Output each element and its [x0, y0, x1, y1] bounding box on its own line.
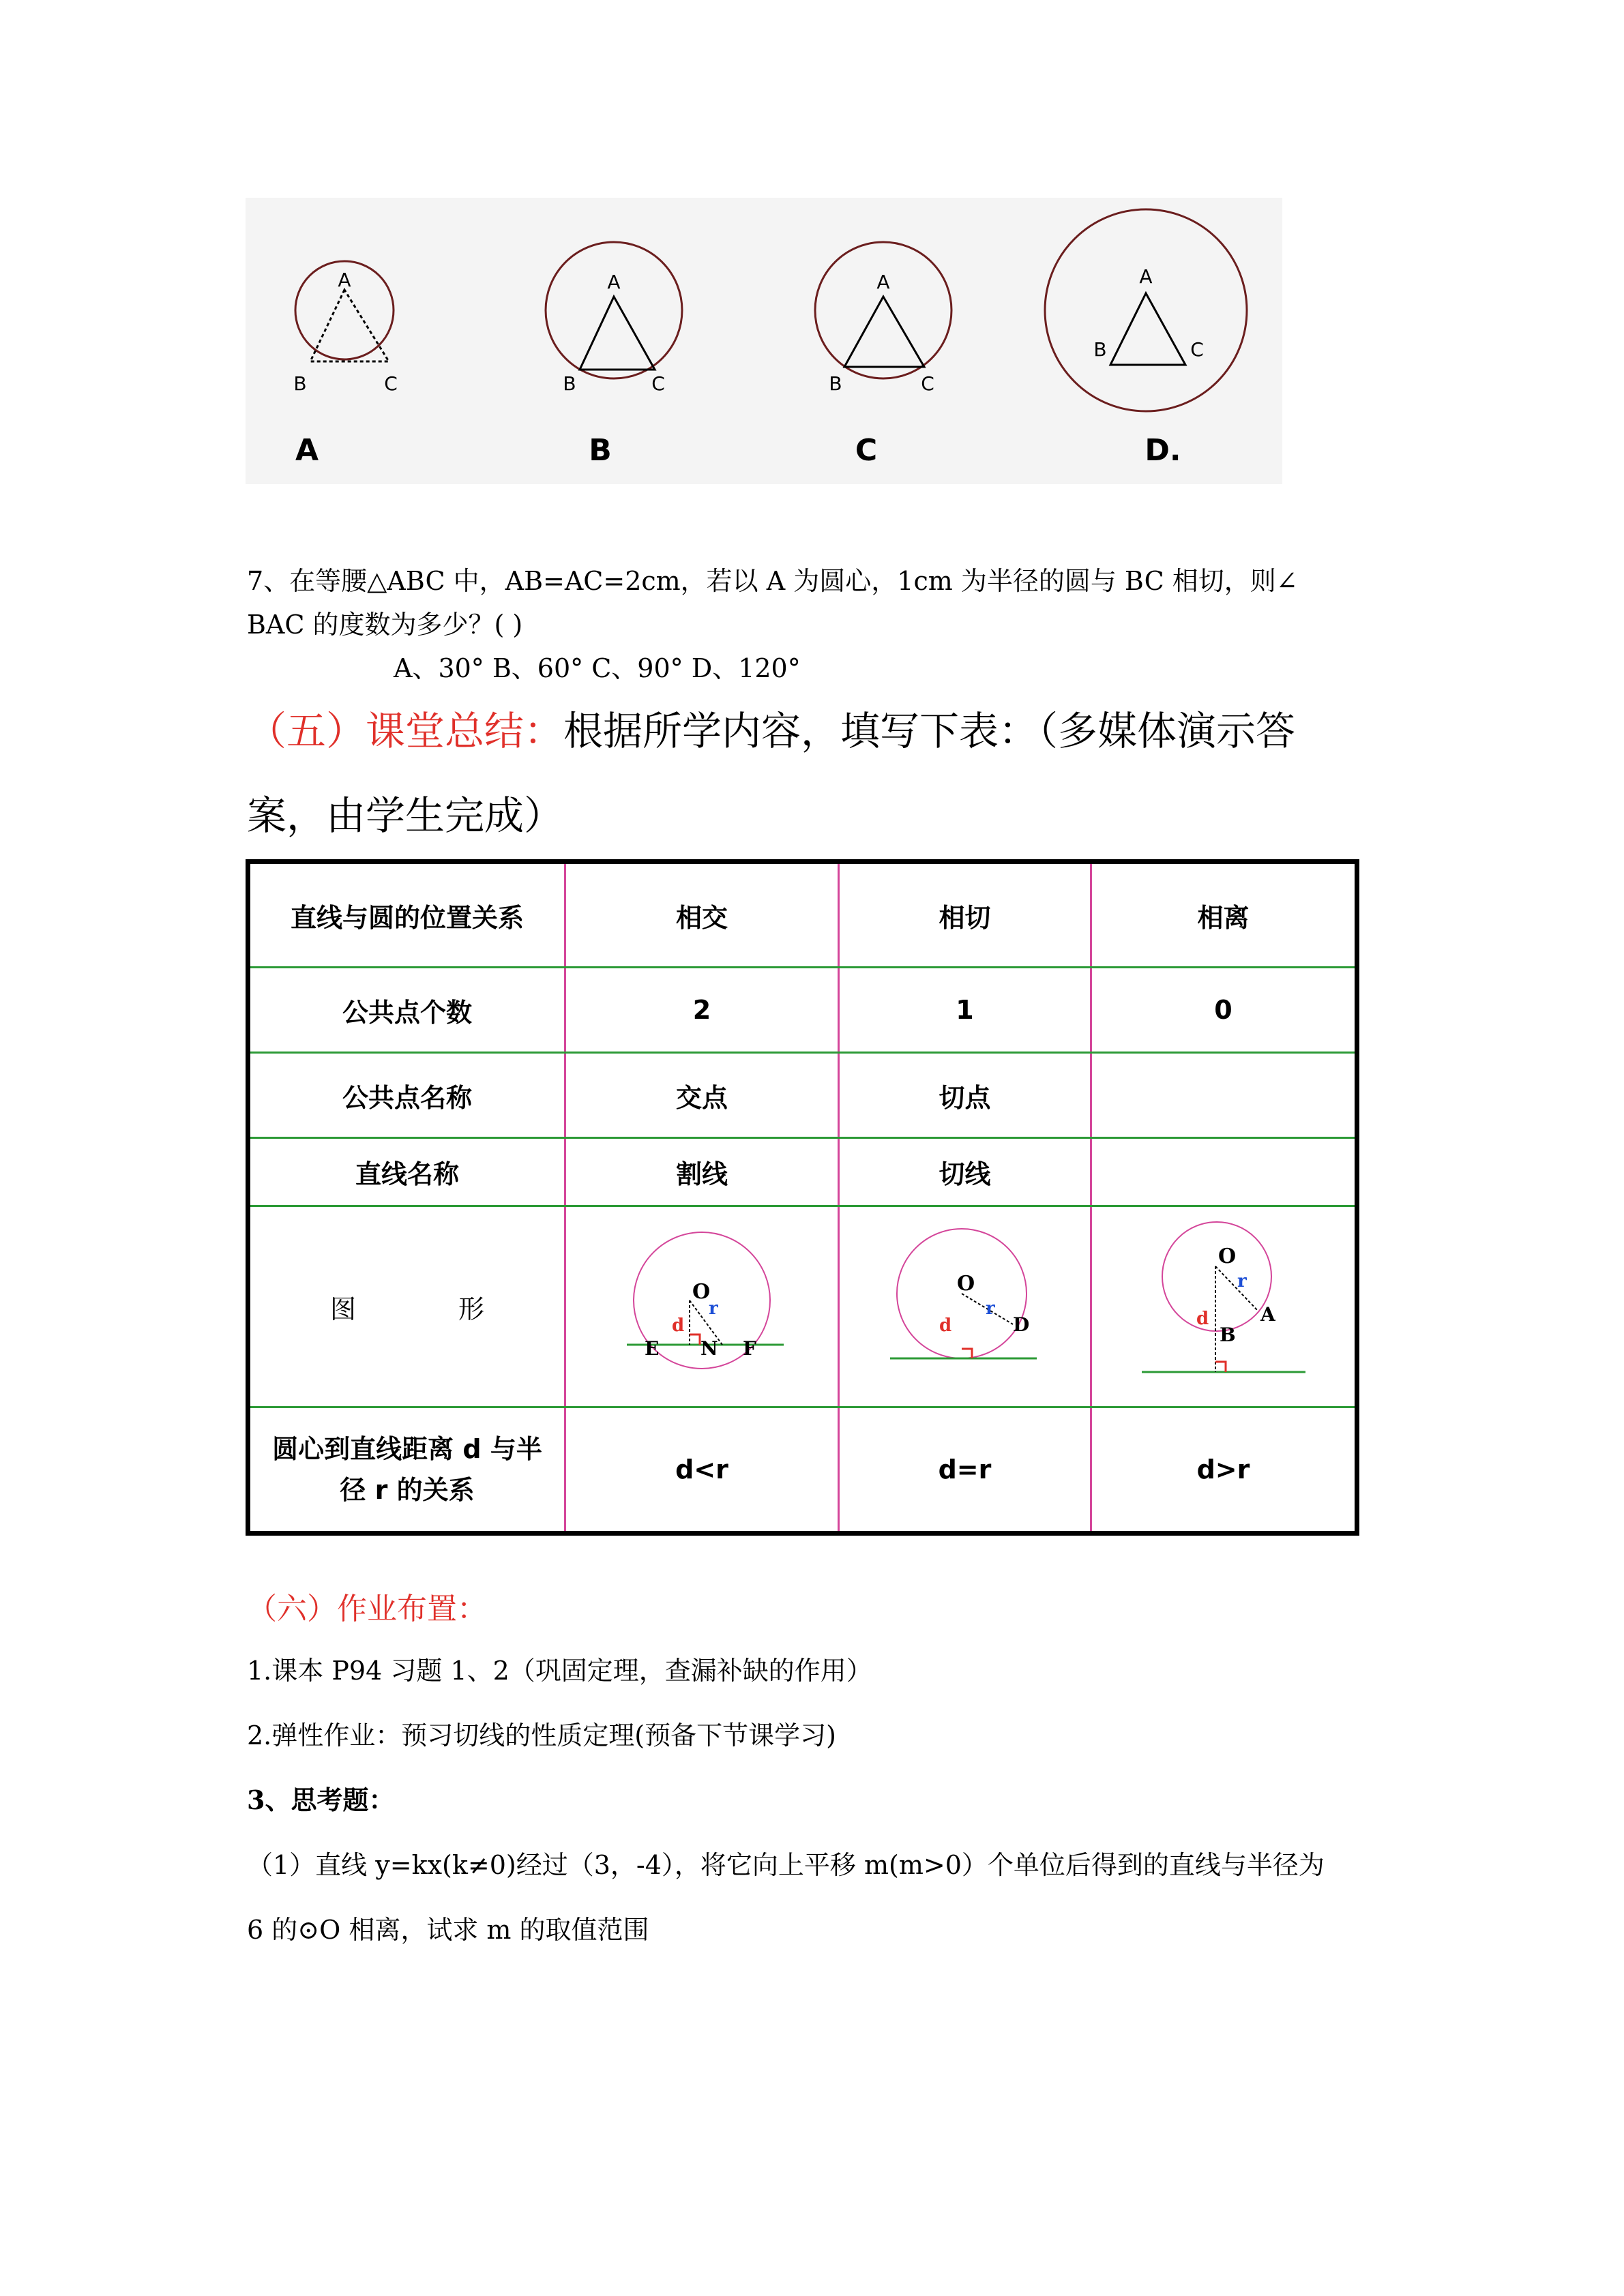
- label-d: d: [939, 1315, 951, 1336]
- table-row-line-name: [248, 1138, 1357, 1206]
- cell-figure-separate: [1091, 1206, 1357, 1407]
- relation-label: 圆心到直线距离 d 与半径 r 的关系: [272, 1434, 542, 1505]
- cell-header-2: 相切: [839, 862, 1091, 968]
- cell-relation-intersect: d<r: [565, 1407, 839, 1534]
- cell-figure-label: [248, 1206, 565, 1407]
- label-d: d: [1196, 1308, 1209, 1329]
- summary-title-red: （五）课堂总结：: [247, 708, 564, 754]
- summary-heading: [247, 689, 1393, 858]
- separate-figure: [1135, 1212, 1312, 1396]
- label-a: A: [1260, 1302, 1275, 1326]
- cell-points-separate: 0: [1091, 968, 1357, 1053]
- label-e: E: [645, 1337, 660, 1360]
- homework-item-2: 2.弹性作业：预习切线的性质定理(预备下节课学习): [247, 1720, 836, 1750]
- cell-figure-intersect: [565, 1206, 839, 1407]
- summary-title-black: 根据所学内容，填写下表：（多媒体演示答: [563, 708, 1296, 754]
- homework-section: [247, 1582, 1406, 1950]
- question-7-line1: 7、在等腰△ABC 中，AB=AC=2cm，若以 A 为圆心，1cm 为半径的圆与 BC 相切，则∠: [247, 566, 1298, 596]
- fig-b-vertex-a: A: [607, 271, 621, 293]
- label-o: O: [692, 1279, 711, 1304]
- label-o: O: [1217, 1244, 1236, 1268]
- question-7: [247, 559, 1406, 690]
- label-o: O: [956, 1271, 975, 1296]
- label-b: B: [1219, 1323, 1236, 1346]
- fig-c-vertex-c: C: [921, 372, 934, 395]
- table-row-relation: [248, 1407, 1357, 1534]
- label-r: r: [1237, 1270, 1247, 1292]
- label-r: r: [985, 1298, 995, 1319]
- cell-point-name-separate: [1091, 1053, 1357, 1138]
- fig-d-vertex-a: A: [1139, 265, 1153, 288]
- cell-points-label: 公共点个数: [248, 968, 565, 1053]
- fig-b-vertex-b: B: [563, 372, 576, 395]
- cell-line-name-intersect: 割线: [565, 1138, 839, 1206]
- label-f: F: [743, 1337, 756, 1360]
- cell-relation-separate: d>r: [1091, 1407, 1357, 1534]
- cell-point-name-intersect: 交点: [565, 1053, 839, 1138]
- figure-background: [246, 198, 1282, 484]
- fig-c-vertex-b: B: [829, 372, 842, 395]
- homework-item-4-line1: （1）直线 y=kx(k≠0)经过（3，-4），将它向上平移 m(m>0）个单位后得到的直线与半径为: [247, 1850, 1325, 1880]
- label-r: r: [709, 1298, 718, 1319]
- cell-point-name-label: 公共点名称: [248, 1053, 565, 1138]
- label-n: N: [700, 1337, 718, 1360]
- fig-a-vertex-c: C: [384, 372, 398, 395]
- cell-header-1: 相交: [565, 862, 839, 968]
- table-row-point-name: [248, 1053, 1357, 1138]
- fig-d-label: D.: [1145, 433, 1181, 468]
- label-d: d: [672, 1315, 685, 1336]
- cell-figure-tangent: [839, 1206, 1091, 1407]
- homework-item-3: 3、思考题：: [247, 1785, 395, 1815]
- cell-points-tangent: 1: [839, 968, 1091, 1053]
- table-row-header: [248, 862, 1357, 968]
- cell-line-name-separate: [1091, 1138, 1357, 1206]
- cell-points-intersect: 2: [565, 968, 839, 1053]
- figure-label-1: 图: [329, 1294, 356, 1324]
- fig-d-vertex-b: B: [1093, 338, 1107, 361]
- cell-line-name-tangent: 切线: [839, 1138, 1091, 1206]
- cell-relation-label: [248, 1407, 565, 1534]
- summary-title-line2: 案，由学生完成）: [247, 792, 564, 839]
- homework-item-4-line2: 6 的⊙O 相离，试求 m 的取值范围: [247, 1915, 649, 1945]
- cell-header-3: 相离: [1091, 862, 1357, 968]
- fig-a-vertex-a: A: [338, 269, 351, 291]
- question-7-line2: BAC 的度数为多少？( ): [247, 610, 523, 640]
- cell-relation-tangent: d=r: [839, 1407, 1091, 1534]
- cell-line-name-label: 直线名称: [248, 1138, 565, 1206]
- homework-item-1: 1.课本 P94 习题 1、2（巩固定理，查漏补缺的作用）: [247, 1656, 872, 1686]
- summary-table: [246, 859, 1359, 1536]
- table-row-figure: [248, 1206, 1357, 1407]
- cell-header-0: 直线与圆的位置关系: [248, 862, 565, 968]
- fig-d-vertex-c: C: [1190, 338, 1204, 361]
- fig-c-vertex-a: A: [876, 271, 890, 293]
- figure-options-strip: [246, 191, 1282, 491]
- fig-b-vertex-c: C: [651, 372, 665, 395]
- fig-a-vertex-b: B: [293, 372, 307, 395]
- fig-a-label: A: [295, 433, 319, 468]
- cell-point-name-tangent: 切点: [839, 1053, 1091, 1138]
- fig-c-label: C: [855, 433, 878, 468]
- figure-options-svg: [246, 191, 1282, 491]
- question-7-options: A、30° B、60° C、90° D、120°: [394, 653, 801, 683]
- figure-label-2: 形: [458, 1294, 485, 1324]
- label-d-point: D: [1012, 1313, 1029, 1336]
- fig-b-label: B: [589, 433, 612, 468]
- intersect-figure: [613, 1215, 791, 1392]
- tangent-figure: [876, 1215, 1054, 1392]
- table-row-points: [248, 968, 1357, 1053]
- homework-title: （六）作业布置：: [247, 1592, 487, 1626]
